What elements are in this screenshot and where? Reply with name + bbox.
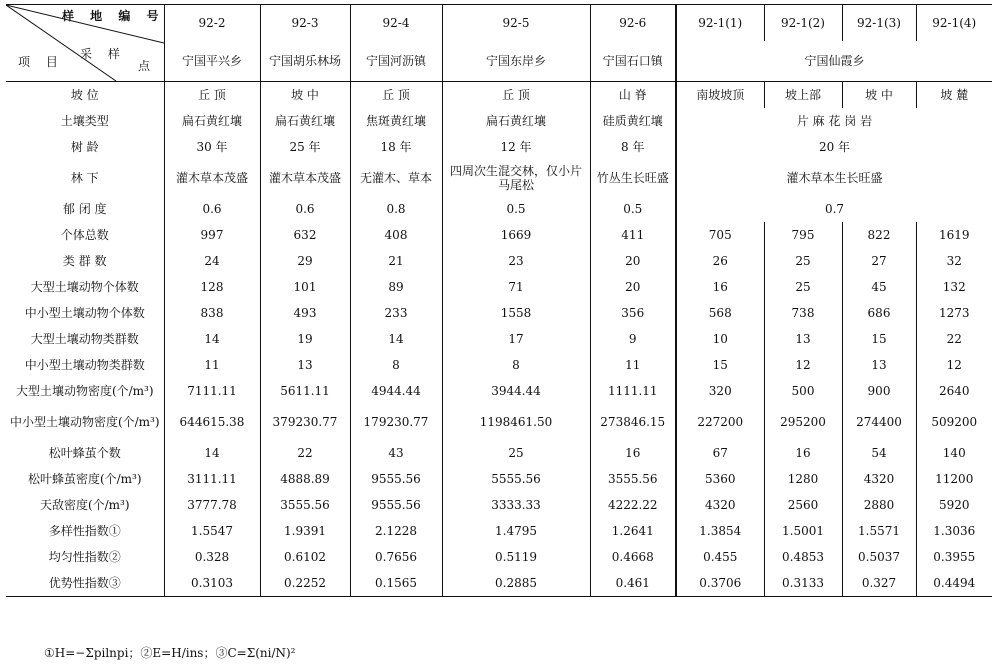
table-row (6, 352, 992, 378)
table-cell: 0.5 (590, 196, 676, 222)
merged-table-cell: 20 年 (676, 134, 992, 160)
table-cell: 3555.56 (590, 466, 676, 492)
table-cell: 0.6 (164, 196, 260, 222)
row-label: 多样性指数① (48, 524, 121, 538)
table-cell: 0.455 (676, 544, 764, 570)
site-id-cell: 92-5 (442, 5, 590, 42)
table-cell: 扁石黄红壤 (442, 108, 590, 134)
table-cell: 493 (260, 300, 350, 326)
table-cell: 686 (842, 300, 916, 326)
table-row (6, 570, 992, 597)
site-id-cell: 92-1(4) (916, 5, 992, 42)
table-row (6, 544, 992, 570)
row-label: 均匀性指数② (48, 550, 121, 564)
row-label: 松叶蜂茧个数 (48, 446, 121, 460)
table-cell: 4888.89 (260, 466, 350, 492)
table-cell: 379230.77 (260, 404, 350, 440)
table-cell: 12 年 (442, 134, 590, 160)
table-cell: 1.2641 (590, 518, 676, 544)
table-cell: 20 (590, 248, 676, 274)
table-cell: 11200 (916, 466, 992, 492)
table-cell: 硅质黄红壤 (590, 108, 676, 134)
table-cell: 0.7656 (350, 544, 442, 570)
table-cell: 16 (764, 440, 842, 466)
corner-label-site-id: 样 地 编 号 (62, 9, 165, 23)
table-cell: 67 (676, 440, 764, 466)
table-cell: 14 (164, 326, 260, 352)
table-cell: 0.1565 (350, 570, 442, 597)
table-cell: 0.2885 (442, 570, 590, 597)
table-cell: 坡 麓 (916, 82, 992, 109)
table-cell: 15 (842, 326, 916, 352)
formula-footnote: ①H=−Σpilnpi；②E=H/ins；③C=Σ(ni/N)² (44, 646, 296, 660)
table-cell: 273846.15 (590, 404, 676, 440)
table-cell: 5555.56 (442, 466, 590, 492)
table-cell: 705 (676, 222, 764, 248)
table-row (6, 492, 992, 518)
table-cell: 21 (350, 248, 442, 274)
table-cell: 5611.11 (260, 378, 350, 404)
table-cell: 四周次生混交林，仅小片马尾松 (442, 160, 590, 196)
location-cell: 宁国东岸乡 (442, 41, 590, 82)
table-cell: 坡上部 (764, 82, 842, 109)
table-cell: 16 (676, 274, 764, 300)
row-label: 大型土壤动物个体数 (30, 280, 139, 294)
soil-fauna-table (6, 4, 992, 597)
table-cell: 89 (350, 274, 442, 300)
table-row (6, 222, 992, 248)
table-cell: 扁石黄红壤 (260, 108, 350, 134)
table-cell: 997 (164, 222, 260, 248)
table-cell: 山 脊 (590, 82, 676, 109)
site-id-cell: 92-1(1) (676, 5, 764, 42)
table-cell: 0.2252 (260, 570, 350, 597)
table-cell: 795 (764, 222, 842, 248)
table-cell: 1198461.50 (442, 404, 590, 440)
table-cell: 1.5001 (764, 518, 842, 544)
table-row (6, 466, 992, 492)
table-cell: 8 (442, 352, 590, 378)
table-cell: 140 (916, 440, 992, 466)
row-label: 类 群 数 (62, 254, 107, 268)
table-cell: 0.3103 (164, 570, 260, 597)
table-cell: 54 (842, 440, 916, 466)
table-cell: 1.5547 (164, 518, 260, 544)
table-cell: 128 (164, 274, 260, 300)
table-cell: 822 (842, 222, 916, 248)
table-cell: 13 (842, 352, 916, 378)
table-cell: 10 (676, 326, 764, 352)
table-cell: 0.4494 (916, 570, 992, 597)
table-cell: 0.6 (260, 196, 350, 222)
table-cell: 7111.11 (164, 378, 260, 404)
table-row (6, 134, 992, 160)
table-cell: 320 (676, 378, 764, 404)
table-cell: 4222.22 (590, 492, 676, 518)
table-row (6, 300, 992, 326)
table-cell: 14 (350, 326, 442, 352)
table-cell: 13 (260, 352, 350, 378)
row-label: 中小型土壤动物密度(个/m³) (9, 415, 160, 429)
table-cell: 295200 (764, 404, 842, 440)
table-cell: 4944.44 (350, 378, 442, 404)
table-cell: 丘 顶 (164, 82, 260, 109)
table-cell: 1.4795 (442, 518, 590, 544)
table-cell: 0.5119 (442, 544, 590, 570)
table-cell: 233 (350, 300, 442, 326)
table-cell: 25 (764, 274, 842, 300)
table-cell: 5360 (676, 466, 764, 492)
table-cell: 30 年 (164, 134, 260, 160)
table-cell: 丘 顶 (350, 82, 442, 109)
location-cell: 宁国河沥镇 (350, 41, 442, 82)
header-corner-cell (6, 5, 164, 82)
table-cell: 29 (260, 248, 350, 274)
table-cell: 45 (842, 274, 916, 300)
location-cell: 宁国平兴乡 (164, 41, 260, 82)
location-cell: 宁国胡乐林场 (260, 41, 350, 82)
row-label: 郁 闭 度 (62, 202, 107, 216)
table-cell: 9555.56 (350, 492, 442, 518)
table-cell: 22 (916, 326, 992, 352)
table-cell: 23 (442, 248, 590, 274)
table-cell: 17 (442, 326, 590, 352)
table-cell: 19 (260, 326, 350, 352)
table-cell: 132 (916, 274, 992, 300)
table-cell: 4320 (842, 466, 916, 492)
table-cell: 0.6102 (260, 544, 350, 570)
table-cell: 灌木草本茂盛 (164, 160, 260, 196)
table-cell: 0.5037 (842, 544, 916, 570)
row-label: 天敌密度(个/m³) (39, 498, 130, 512)
table-cell: 坡 中 (842, 82, 916, 109)
site-id-cell: 92-2 (164, 5, 260, 42)
table-row (6, 248, 992, 274)
location-cell-merged: 宁国仙霞乡 (676, 41, 992, 82)
table-cell: 12 (916, 352, 992, 378)
table-cell: 32 (916, 248, 992, 274)
row-label: 大型土壤动物类群数 (30, 332, 139, 346)
table-cell: 411 (590, 222, 676, 248)
row-label: 树 龄 (70, 140, 99, 154)
table-cell: 26 (676, 248, 764, 274)
table-cell: 竹丛生长旺盛 (590, 160, 676, 196)
table-cell: 0.3955 (916, 544, 992, 570)
table-cell: 南坡坡顶 (676, 82, 764, 109)
row-label: 优势性指数③ (6, 570, 164, 597)
site-id-cell: 92-4 (350, 5, 442, 42)
table-cell: 738 (764, 300, 842, 326)
table-cell: 12 (764, 352, 842, 378)
row-label: 中小型土壤动物类群数 (24, 358, 145, 372)
table-cell: 扁石黄红壤 (164, 108, 260, 134)
table-cell: 1280 (764, 466, 842, 492)
table-cell: 8 年 (590, 134, 676, 160)
table-cell: 13 (764, 326, 842, 352)
row-label: 林 下 (70, 171, 99, 185)
table-cell: 0.3133 (764, 570, 842, 597)
table-cell: 18 年 (350, 134, 442, 160)
table-row (6, 440, 992, 466)
table-cell: 22 (260, 440, 350, 466)
table-cell: 227200 (676, 404, 764, 440)
table-cell: 9 (590, 326, 676, 352)
table-row (6, 518, 992, 544)
table-cell: 356 (590, 300, 676, 326)
table-cell: 1111.11 (590, 378, 676, 404)
row-label: 土壤类型 (60, 114, 109, 128)
table-cell: 0.4668 (590, 544, 676, 570)
table-row (6, 108, 992, 134)
table-cell: 0.328 (164, 544, 260, 570)
table-cell: 1558 (442, 300, 590, 326)
table-cell: 3944.44 (442, 378, 590, 404)
table-cell: 9555.56 (350, 466, 442, 492)
merged-table-cell: 0.7 (676, 196, 992, 222)
row-label: 松叶蜂茧密度(个/m³) (27, 472, 142, 486)
table-cell: 1.5571 (842, 518, 916, 544)
merged-table-cell: 灌木草本生长旺盛 (676, 160, 992, 196)
table-cell: 5920 (916, 492, 992, 518)
table-cell: 838 (164, 300, 260, 326)
corner-label-item: 项 目 (18, 55, 64, 69)
table-cell: 900 (842, 378, 916, 404)
table-cell: 0.461 (590, 570, 676, 597)
table-cell: 1619 (916, 222, 992, 248)
table-row (6, 274, 992, 300)
data-table-sheet (6, 4, 992, 597)
table-cell: 179230.77 (350, 404, 442, 440)
merged-table-cell: 片 麻 花 岗 岩 (676, 108, 992, 134)
table-cell: 无灌木、草本 (350, 160, 442, 196)
table-cell: 568 (676, 300, 764, 326)
table-cell: 408 (350, 222, 442, 248)
table-cell: 3333.33 (442, 492, 590, 518)
site-id-cell: 92-1(3) (842, 5, 916, 42)
table-cell: 3555.56 (260, 492, 350, 518)
table-row (6, 160, 992, 196)
table-cell: 1273 (916, 300, 992, 326)
table-cell: 14 (164, 440, 260, 466)
table-cell: 焦斑黄红壤 (350, 108, 442, 134)
row-label: 大型土壤动物密度(个/m³) (15, 384, 154, 398)
corner-label-point: 点 (138, 59, 157, 73)
table-cell: 25 年 (260, 134, 350, 160)
site-id-cell: 92-1(2) (764, 5, 842, 42)
table-cell: 0.327 (842, 570, 916, 597)
site-id-cell: 92-3 (260, 5, 350, 42)
table-cell: 27 (842, 248, 916, 274)
table-cell: 0.5 (442, 196, 590, 222)
table-row (6, 326, 992, 352)
table-cell: 8 (350, 352, 442, 378)
table-cell: 2.1228 (350, 518, 442, 544)
table-cell: 1.3854 (676, 518, 764, 544)
table-cell: 15 (676, 352, 764, 378)
row-label: 中小型土壤动物个体数 (24, 306, 145, 320)
table-cell: 2560 (764, 492, 842, 518)
corner-label-sample: 采 样 (80, 47, 126, 61)
table-cell: 632 (260, 222, 350, 248)
table-cell: 101 (260, 274, 350, 300)
table-cell: 274400 (842, 404, 916, 440)
table-cell: 3777.78 (164, 492, 260, 518)
table-cell: 坡 中 (260, 82, 350, 109)
table-cell: 16 (590, 440, 676, 466)
table-cell: 灌木草本茂盛 (260, 160, 350, 196)
table-cell: 509200 (916, 404, 992, 440)
table-cell: 3111.11 (164, 466, 260, 492)
location-cell: 宁国石口镇 (590, 41, 676, 82)
table-cell: 25 (442, 440, 590, 466)
table-cell: 644615.38 (164, 404, 260, 440)
table-cell: 丘 顶 (442, 82, 590, 109)
table-cell: 11 (590, 352, 676, 378)
table-cell: 1.9391 (260, 518, 350, 544)
row-label: 坡 位 (70, 88, 99, 102)
table-cell: 20 (590, 274, 676, 300)
row-label: 个体总数 (60, 228, 109, 242)
table-cell: 24 (164, 248, 260, 274)
table-row (6, 82, 992, 109)
table-cell: 43 (350, 440, 442, 466)
table-cell: 71 (442, 274, 590, 300)
table-cell: 4320 (676, 492, 764, 518)
table-cell: 1.3036 (916, 518, 992, 544)
table-row (6, 378, 992, 404)
table-cell: 11 (164, 352, 260, 378)
table-cell: 500 (764, 378, 842, 404)
table-cell: 25 (764, 248, 842, 274)
table-cell: 0.4853 (764, 544, 842, 570)
table-row (6, 196, 992, 222)
site-id-cell: 92-6 (590, 5, 676, 42)
table-cell: 2880 (842, 492, 916, 518)
table-cell: 0.8 (350, 196, 442, 222)
table-cell: 0.3706 (676, 570, 764, 597)
table-cell: 1669 (442, 222, 590, 248)
table-row (6, 404, 992, 440)
table-cell: 2640 (916, 378, 992, 404)
